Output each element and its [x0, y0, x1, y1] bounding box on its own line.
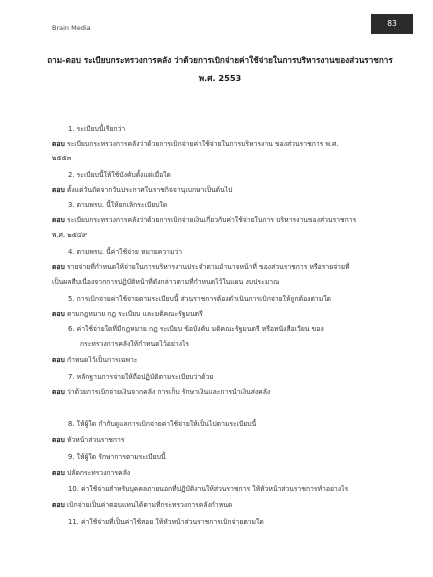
- answer-6: [52, 354, 137, 365]
- answer-label: ตอบ: [52, 469, 65, 477]
- answer-text: เบิกจ่ายเป็นค่าตอบแทนได้ตามที่กระทรวงการคลังกำหนด: [66, 501, 233, 509]
- answer-label: ตอบ: [52, 186, 65, 194]
- answer-label: ตอบ: [52, 310, 65, 318]
- answer-label: ตอบ: [52, 140, 65, 148]
- question-9: 9. ให้ผู้ใด รักษาการตามระเบียบนี้: [68, 453, 166, 461]
- question-5: 5. การเบิกจ่ายค่าใช้จ่ายตามระเบียบนี้ ส่วนราชการต้องดำเนินการเบิกจ่ายให้ถูกต้องตามใด: [68, 295, 331, 303]
- page-header: [0, 0, 433, 40]
- answer-3: [52, 214, 356, 225]
- document-title: ถาม-ตอบ ระเบียบกระทรวงการคลัง ว่าด้วยการเบิกจ่ายค่าใช้จ่ายในการบริหารงานของส่วนราชการ: [47, 55, 393, 65]
- page-number-tab: 83: [371, 14, 413, 34]
- question-11: 11. ค่าใช้จ่ายที่เป็นค่าใช้สอย ให้หัวหน้าส่วนราชการเบิกจ่ายตามใด: [68, 518, 264, 526]
- answer-label: ตอบ: [52, 216, 65, 224]
- question-4: 4. ตามพรบ. นี้ค่าใช้จ่าย หมายความว่า: [68, 248, 183, 256]
- answer-label: ตอบ: [52, 501, 65, 509]
- answer-3-cont: พ.ศ. ๒๕๔๙: [52, 231, 88, 239]
- answer-text: ระเบียบกระทรวงการคลังว่าด้วยการเบิกจ่ายเงินเกี่ยวกับค่าใช้จ่ายในการ บริหารงานของส่วนราชการ: [66, 216, 357, 224]
- question-3: 3. ตามพรบ. นี้ให้ยกเลิกระเบียบใด: [68, 201, 168, 209]
- answer-text: หัวหน้าส่วนราชการ: [66, 436, 125, 444]
- answer-5: [52, 308, 203, 319]
- answer-text: รายจ่ายที่กำหนดให้จ่ายในการบริหารงานประจำตามอำนาจหน้าที่ ของส่วนราชการ หรือรายจ่ายที่: [66, 263, 350, 271]
- answer-label: ตอบ: [52, 436, 65, 444]
- brand-name: Brain Media: [52, 24, 91, 32]
- question-6-cont: กระทรวงการคลังให้กำหนดไว้อย่างไร: [80, 340, 190, 348]
- answer-text: ตามกฎหมาย กฎ ระเบียบ และมติคณะรัฐมนตรี: [66, 310, 203, 318]
- question-7: 7. หลักฐานการจ่ายให้ถือปฏิบัติตามระเบียบว่าด้วย: [68, 373, 214, 381]
- answer-4-cont: เป็นผลสืบเนื่องจากการปฏิบัติหน้าที่ดังกล่าวตามที่กำหนดไว้ในแผน งบประมาณ: [52, 278, 280, 286]
- answer-text: กำหนดไว้เป็นการเฉพาะ: [66, 356, 138, 364]
- question-10: 10. ค่าใช้จ่ายสำหรับบุคคลภายนอกที่ปฏิบัติงานให้ส่วนราชการ ให้หัวหน้าส่วนราชการทำอย่างไร: [68, 485, 349, 493]
- answer-text: ปลัดกระทรวงการคลัง: [66, 469, 131, 477]
- answer-10: [52, 499, 232, 510]
- answer-4: [52, 261, 349, 272]
- answer-label: ตอบ: [52, 356, 65, 364]
- answer-1: [52, 138, 339, 149]
- answer-7: [52, 386, 270, 397]
- answer-1-cont: ๒๕๕๓: [52, 154, 72, 162]
- answer-2: [52, 184, 232, 195]
- answer-text: ระเบียบกระทรวงการคลังว่าด้วยการเบิกจ่ายค่าใช้จ่ายในการบริหารงาน ของส่วนราชการ พ.ศ.: [66, 140, 339, 148]
- answer-label: ตอบ: [52, 263, 65, 271]
- document-title-year: พ.ศ. 2553: [198, 73, 242, 83]
- answer-8: [52, 434, 125, 445]
- answer-9: [52, 467, 130, 478]
- question-6: 6. ค่าใช้จ่ายใดที่มีกฎหมาย กฎ ระเบียบ ข้อบังคับ มติคณะรัฐมนตรี หรือหนังสือเวียน ของ: [68, 325, 324, 333]
- answer-label: ตอบ: [52, 388, 65, 396]
- question-8: 8. ให้ผู้ใด กำกับดูแลการเบิกจ่ายค่าใช้จ่ายให้เป็นไปตามระเบียบนี้: [68, 420, 257, 428]
- answer-text: ตั้งแต่วันถัดจากวันประกาศในราชกิจจานุเบกษาเป็นต้นไป: [66, 186, 233, 194]
- question-1: 1. ระเบียบนี้เรียกว่า: [68, 125, 126, 133]
- question-2: 2. ระเบียบนี้ให้ใช้บังคับตั้งแต่เมื่อใด: [68, 171, 171, 179]
- answer-text: ว่าด้วยการเบิกจ่ายเงินจากคลัง การเก็บ รักษาเงินและการนำเงินส่งคลัง: [66, 388, 271, 396]
